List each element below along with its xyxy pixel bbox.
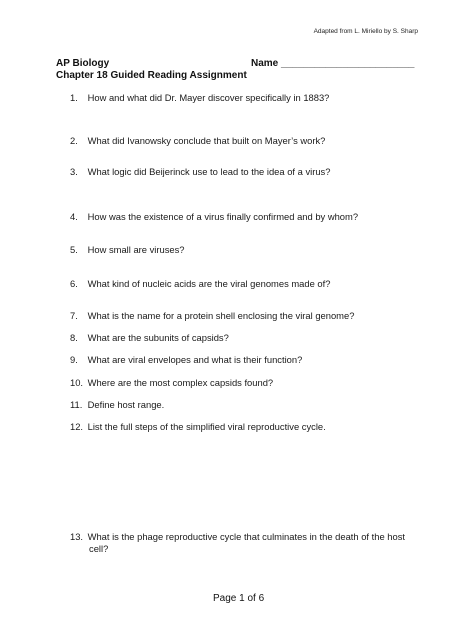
question-number: 3.	[70, 166, 78, 177]
question-text: Define host range.	[87, 399, 165, 410]
question-13	[70, 531, 405, 542]
question-number: 8.	[70, 332, 78, 343]
question-text: What are the subunits of capsids?	[87, 332, 229, 343]
question-text: List the full steps of the simplified viral reproductive cycle.	[87, 421, 326, 432]
name-field-label: Name ________________________	[251, 58, 415, 69]
question-number: 9.	[70, 354, 78, 365]
question-text: What logic did Beijerinck use to lead to the idea of a virus?	[87, 166, 331, 177]
question-number: 7.	[70, 310, 78, 321]
question-number: 6.	[70, 278, 78, 289]
question-number: 5.	[70, 244, 78, 255]
question-text: What did Ivanowsky conclude that built on Mayer’s work?	[87, 135, 326, 146]
question-text: What is the phage reproductive cycle that culminates in the death of the host	[87, 531, 405, 542]
question-text: Where are the most complex capsids found?	[87, 377, 274, 388]
question-11	[70, 399, 164, 410]
question-number: 1.	[70, 92, 78, 103]
question-number: 2.	[70, 135, 78, 146]
page-number: Page 1 of 6	[213, 593, 265, 604]
question-4	[70, 211, 358, 222]
question-5	[70, 244, 185, 255]
question-text: How small are viruses?	[87, 244, 185, 255]
question-text: How was the existence of a virus finally confirmed and by whom?	[87, 211, 359, 222]
question-3	[70, 166, 330, 177]
question-13-continuation: cell?	[89, 543, 109, 554]
question-1	[70, 92, 329, 103]
credit-line: Adapted from L. Miriello by S. Sharp	[313, 28, 418, 35]
question-9	[70, 354, 302, 365]
question-8	[70, 332, 229, 343]
question-number: 12.	[70, 421, 84, 432]
question-number: 4.	[70, 211, 78, 222]
question-7	[70, 310, 354, 321]
question-6	[70, 278, 330, 289]
question-number: 10.	[70, 377, 84, 388]
question-number: 13.	[70, 531, 84, 542]
question-2	[70, 135, 325, 146]
question-10	[70, 377, 273, 388]
question-text: What kind of nucleic acids are the viral genomes made of?	[87, 278, 331, 289]
question-text: How and what did Dr. Mayer discover specifically in 1883?	[87, 92, 330, 103]
course-title: AP Biology	[56, 58, 110, 69]
question-text: What is the name for a protein shell enclosing the viral genome?	[87, 310, 355, 321]
question-12	[70, 421, 326, 432]
question-text: What are viral envelopes and what is their function?	[87, 354, 303, 365]
question-number: 11.	[70, 399, 83, 410]
assignment-title: Chapter 18 Guided Reading Assignment	[56, 70, 247, 81]
